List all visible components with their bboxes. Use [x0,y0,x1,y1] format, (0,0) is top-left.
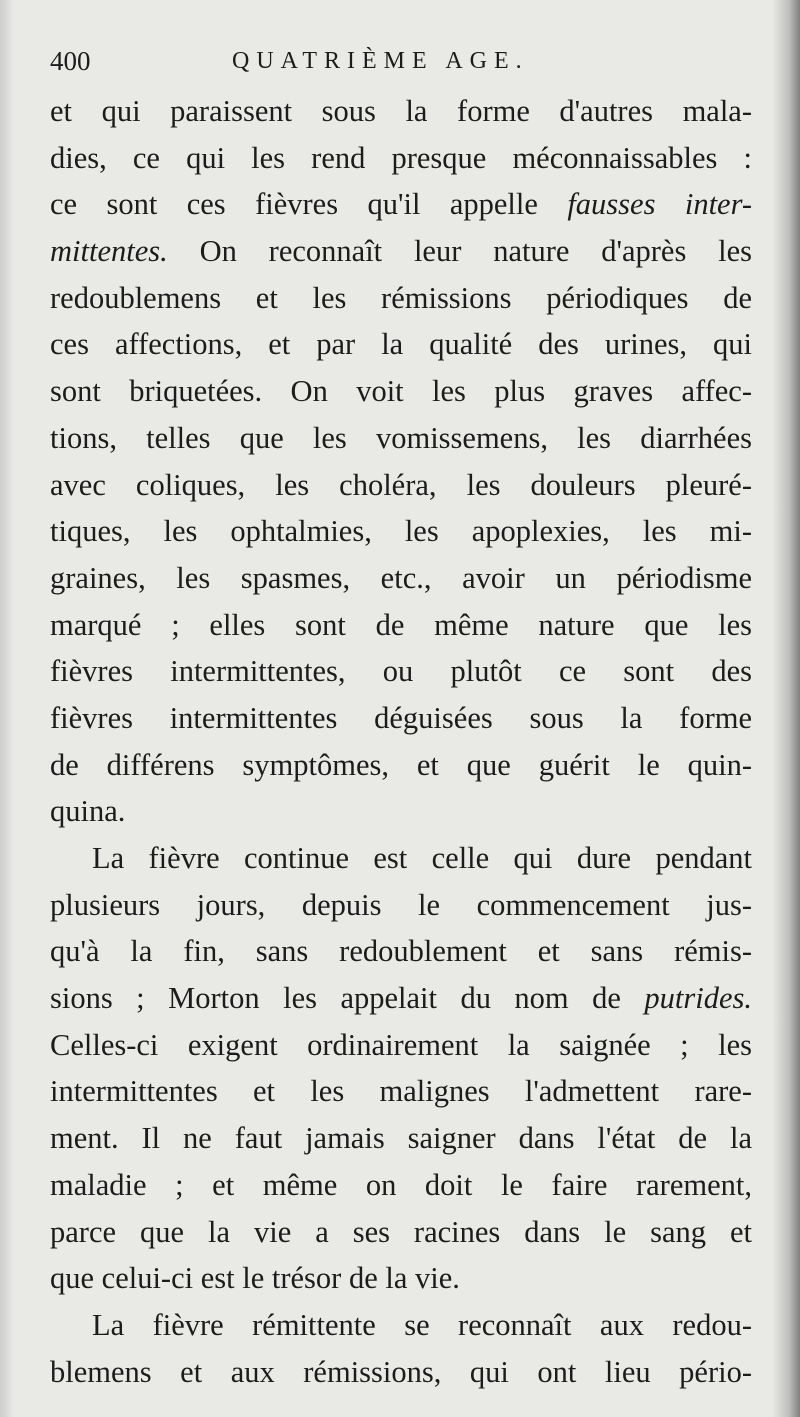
text-line: blemens et aux rémissions, qui ont lieu pério- [50,1354,752,1389]
text-line: redoublemens et les rémissions périodiques de [50,280,752,315]
text-line: parce que la vie a ses racines dans le sang et [50,1214,752,1249]
page-body-text [50,88,752,1395]
page-number: 400 [50,46,91,76]
text-line: avec coliques, les choléra, les douleurs pleuré- [50,467,752,502]
text-line [50,228,752,275]
text-line: que celui-ci est le trésor de la vie. [50,1261,460,1296]
text-span: ce sont ces fièvres qu'il appelle [50,187,538,222]
text-line: dies, ce qui les rend presque méconnaissables : [50,140,752,175]
text-line: qu'à la fin, sans redoublement et sans rémis- [50,934,752,969]
text-line: fièvres intermittentes déguisées sous la forme [50,700,752,735]
italic-term: fausses inter- [567,187,752,222]
text-line [50,181,752,228]
text-line: graines, les spasmes, etc., avoir un périodisme [50,560,752,595]
italic-term: mittentes. [50,234,168,269]
text-line: ment. Il ne faut jamais saigner dans l'état de la [50,1121,752,1156]
page-left-shadow [0,0,14,1417]
text-line: maladie ; et même on doit le faire rarement, [50,1167,752,1202]
italic-term: putrides. [644,981,753,1016]
text-line: tions, telles que les vomissemens, les diarrhées [50,420,752,455]
text-line: et qui paraissent sous la forme d'autres mala- [50,94,752,128]
text-line: marqué ; elles sont de même nature que les [50,607,752,642]
text-line [50,975,752,1022]
page-binding-shadow [772,0,800,1417]
text-line: tiques, les ophtalmies, les apoplexies, les mi- [50,514,752,549]
text-line: La fièvre continue est celle qui dure pendant [92,841,752,875]
text-line: plusieurs jours, depuis le commencement jus- [50,887,752,922]
text-line: quina. [50,794,126,829]
text-span: sions ; Morton les appelait du nom de [50,981,621,1016]
running-head: QUATRIÈME AGE. [232,48,529,74]
text-line: intermittentes et les malignes l'admettent rare- [50,1074,752,1109]
text-line: La fièvre rémittente se reconnaît aux redou- [92,1307,752,1342]
text-line: sont briquetées. On voit les plus graves affec- [50,374,752,409]
text-span: On reconnaît leur nature d'après les [199,234,753,269]
page-header [50,44,750,80]
text-line: fièvres intermittentes, ou plutôt ce sont des [50,654,752,689]
text-line: ces affections, et par la qualité des urines, qui [50,327,752,362]
text-line: Celles-ci exigent ordinairement la saignée ; les [50,1027,752,1062]
text-line: de différens symptômes, et que guérit le quin- [50,747,752,782]
